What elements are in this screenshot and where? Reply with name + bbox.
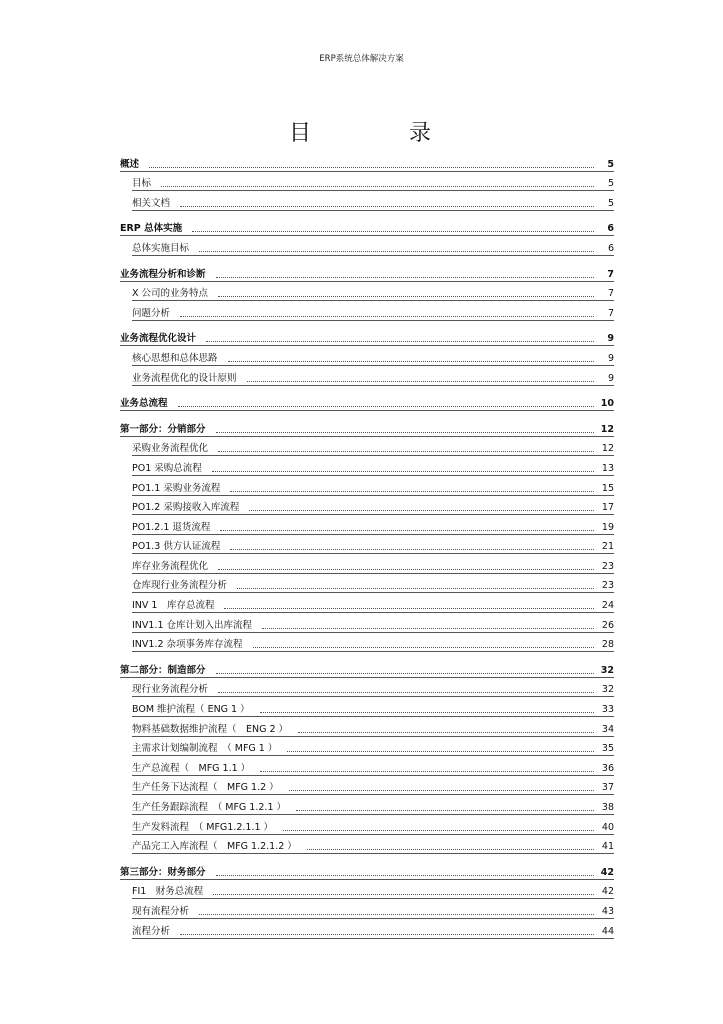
toc-page-number: 43 — [601, 905, 614, 917]
toc-leader-dots — [216, 431, 594, 433]
toc-page-number: 24 — [601, 600, 614, 612]
toc-leader-dots — [218, 295, 594, 297]
toc-leader-dots — [249, 509, 594, 511]
toc-subsection-entry[interactable] — [132, 737, 614, 757]
toc-page-number: 13 — [601, 462, 614, 474]
toc-subsection-entry[interactable] — [132, 919, 614, 939]
toc-leader-dots — [178, 405, 594, 407]
toc-subsection-entry[interactable] — [132, 593, 614, 613]
toc-entry-title: 生产总流程（ MFG 1.1 ） — [132, 762, 251, 774]
toc-section-entry[interactable] — [120, 658, 614, 678]
toc-leader-dots — [218, 450, 594, 452]
toc-leader-dots — [212, 470, 594, 472]
toc-page-number: 32 — [601, 684, 614, 696]
toc-subsection-entry[interactable] — [132, 554, 614, 574]
toc-page-number: 40 — [601, 821, 614, 833]
toc-leader-dots — [289, 789, 594, 791]
toc-leader-dots — [253, 646, 594, 648]
toc-leader-dots — [287, 750, 594, 752]
toc-leader-dots — [199, 250, 594, 252]
toc-subsection-entry[interactable] — [132, 535, 614, 555]
toc-entry-title: 业务流程分析和诊断 — [120, 268, 206, 280]
toc-page-number: 5 — [607, 178, 614, 190]
toc-page-number: 42 — [600, 866, 614, 878]
toc-leader-dots — [218, 568, 594, 570]
toc-subsection-entry[interactable] — [132, 899, 614, 919]
toc-entry-title: X 公司的业务特点 — [132, 288, 209, 300]
toc-subsection-entry[interactable] — [132, 815, 614, 835]
toc-entry-title: 第一部分：分销部分 — [120, 423, 206, 435]
toc-page-number: 6 — [607, 223, 614, 235]
toc-entry-title: 流程分析 — [132, 925, 171, 937]
toc-section-entry[interactable] — [120, 860, 614, 880]
toc-entry-title: 业务流程优化设计 — [120, 333, 197, 345]
toc-section-entry[interactable] — [120, 392, 614, 412]
toc-subsection-entry[interactable] — [132, 776, 614, 796]
toc-entry-title: FI1 财务总流程 — [132, 886, 204, 898]
title-char-2: 录 — [409, 121, 432, 146]
toc-page-number: 12 — [601, 443, 614, 455]
toc-subsection-entry[interactable] — [132, 301, 614, 321]
table-of-contents — [120, 152, 614, 939]
toc-entry-title: 仓库现行业务流程分析 — [132, 580, 228, 592]
toc-subsection-entry[interactable] — [132, 172, 614, 192]
toc-entry-title: 产品完工入库流程（ MFG 1.2.1.2 ） — [132, 841, 297, 853]
toc-subsection-entry[interactable] — [132, 476, 614, 496]
toc-leader-dots — [237, 587, 594, 589]
toc-page-number: 23 — [601, 580, 614, 592]
toc-page-number: 7 — [607, 288, 614, 300]
toc-entry-title: 物料基础数据维护流程（ ENG 2 ） — [132, 723, 289, 735]
toc-leader-dots — [218, 691, 594, 693]
toc-page-number: 23 — [601, 560, 614, 572]
toc-entry-title: 相关文档 — [132, 197, 171, 209]
toc-entry-title: BOM 维护流程（ ENG 1 ） — [132, 704, 250, 716]
toc-entry-title: 生产任务下达流程（ MFG 1.2 ） — [132, 782, 279, 794]
toc-entry-title: PO1.1 采购业务流程 — [132, 482, 221, 494]
toc-entry-title: 概述 — [120, 158, 140, 170]
toc-entry-title: 核心思想和总体思路 — [132, 352, 218, 364]
toc-leader-dots — [247, 380, 594, 382]
page-title — [0, 116, 723, 146]
toc-entry-title: 生产任务跟踪流程 （ MFG 1.2.1 ） — [132, 802, 287, 813]
toc-leader-dots — [298, 731, 594, 733]
toc-entry-title: PO1 采购总流程 — [132, 462, 202, 474]
toc-page-number: 21 — [601, 541, 614, 553]
toc-entry-title: 采购业务流程优化 — [132, 443, 209, 455]
toc-leader-dots — [262, 627, 594, 629]
toc-leader-dots — [199, 913, 594, 915]
toc-subsection-entry[interactable] — [132, 282, 614, 302]
toc-page-number: 38 — [601, 802, 614, 813]
toc-subsection-entry[interactable] — [132, 496, 614, 516]
toc-leader-dots — [161, 185, 594, 187]
toc-page-number: 19 — [601, 521, 614, 533]
toc-subsection-entry[interactable] — [132, 515, 614, 535]
toc-leader-dots — [216, 276, 594, 278]
toc-subsection-entry[interactable] — [132, 795, 614, 815]
toc-leader-dots — [220, 529, 594, 531]
toc-subsection-entry[interactable] — [132, 756, 614, 776]
toc-leader-dots — [307, 848, 594, 850]
toc-entry-title: 第三部分：财务部分 — [120, 866, 206, 878]
toc-entry-title: 业务流程优化的设计原则 — [132, 372, 237, 384]
title-char-1: 目 — [289, 121, 312, 146]
toc-subsection-entry[interactable] — [132, 678, 614, 698]
toc-entry-title: PO1.2 采购接收入库流程 — [132, 502, 240, 514]
toc-entry-title: 现有流程分析 — [132, 905, 190, 917]
toc-entry-title: 库存业务流程优化 — [132, 560, 209, 572]
toc-subsection-entry[interactable] — [132, 191, 614, 211]
toc-section-entry[interactable] — [120, 152, 614, 172]
toc-leader-dots — [180, 933, 594, 935]
toc-page-number: 17 — [601, 502, 614, 514]
toc-subsection-entry[interactable] — [132, 574, 614, 594]
toc-section-entry[interactable] — [120, 262, 614, 282]
toc-entry-title: 现行业务流程分析 — [132, 684, 209, 696]
toc-page-number: 9 — [607, 352, 614, 364]
toc-leader-dots — [213, 893, 594, 895]
toc-page-number: 26 — [601, 619, 614, 631]
toc-page-number: 7 — [607, 268, 614, 280]
toc-leader-dots — [224, 607, 594, 609]
toc-page-number: 5 — [607, 197, 614, 209]
toc-page-number: 10 — [600, 398, 614, 410]
toc-subsection-entry[interactable] — [132, 697, 614, 717]
toc-page-number: 9 — [607, 333, 614, 345]
toc-leader-dots — [230, 548, 594, 550]
toc-leader-dots — [230, 490, 594, 492]
toc-page-number: 28 — [601, 639, 614, 651]
toc-leader-dots — [260, 711, 594, 713]
toc-page-number: 37 — [601, 782, 614, 794]
toc-leader-dots — [216, 672, 594, 674]
toc-page-number: 36 — [601, 762, 614, 774]
toc-page-number: 7 — [607, 307, 614, 319]
toc-page-number: 42 — [601, 886, 614, 898]
toc-subsection-entry[interactable] — [132, 346, 614, 366]
toc-entry-title: 主需求计划编制流程 （ MFG 1 ） — [132, 743, 278, 755]
toc-subsection-entry[interactable] — [132, 366, 614, 386]
toc-entry-title: PO1.3 供方认证流程 — [132, 541, 221, 553]
toc-page-number: 34 — [601, 723, 614, 735]
toc-leader-dots — [260, 770, 594, 772]
toc-page-number: 12 — [600, 423, 614, 435]
toc-entry-title: 业务总流程 — [120, 398, 168, 410]
toc-section-entry[interactable] — [120, 327, 614, 347]
toc-entry-title: PO1.2.1 退货流程 — [132, 521, 211, 533]
toc-subsection-entry[interactable] — [132, 717, 614, 737]
toc-page-number: 32 — [600, 664, 614, 676]
toc-subsection-entry[interactable] — [132, 437, 614, 457]
toc-entry-title: 生产发料流程 （ MFG1.2.1.1 ） — [132, 821, 274, 833]
toc-page-number: 5 — [607, 158, 614, 170]
toc-entry-title: ERP 总体实施 — [120, 223, 183, 235]
toc-leader-dots — [283, 829, 594, 831]
toc-subsection-entry[interactable] — [132, 613, 614, 633]
toc-entry-title: INV1.2 杂项事务库存流程 — [132, 639, 243, 651]
toc-page-number: 44 — [601, 925, 614, 937]
toc-leader-dots — [206, 340, 594, 342]
toc-entry-title: 总体实施目标 — [132, 242, 190, 254]
toc-leader-dots — [180, 205, 594, 207]
toc-subsection-entry[interactable] — [132, 880, 614, 900]
toc-page-number: 41 — [601, 841, 614, 853]
toc-subsection-entry[interactable] — [132, 835, 614, 855]
toc-entry-title: INV1.1 仓库计划入出库流程 — [132, 619, 253, 631]
toc-leader-dots — [296, 809, 594, 811]
toc-page-number: 35 — [601, 743, 614, 755]
toc-entry-title: 第二部分：制造部分 — [120, 664, 206, 676]
toc-subsection-entry[interactable] — [132, 236, 614, 256]
toc-subsection-entry[interactable] — [132, 633, 614, 653]
toc-page-number: 33 — [601, 704, 614, 716]
toc-leader-dots — [216, 874, 594, 876]
toc-leader-dots — [228, 360, 594, 362]
toc-entry-title: 问题分析 — [132, 307, 171, 319]
toc-leader-dots — [192, 230, 594, 232]
toc-leader-dots — [180, 315, 594, 317]
toc-page-number: 9 — [607, 372, 614, 384]
toc-entry-title: 目标 — [132, 178, 152, 190]
toc-leader-dots — [149, 166, 594, 168]
toc-section-entry[interactable] — [120, 417, 614, 437]
toc-section-entry[interactable] — [120, 217, 614, 237]
toc-page-number: 6 — [607, 242, 614, 254]
running-header: ERP系统总体解决方案 — [319, 54, 404, 64]
toc-entry-title: INV 1 库存总流程 — [132, 600, 215, 612]
toc-subsection-entry[interactable] — [132, 456, 614, 476]
toc-page-number: 15 — [601, 482, 614, 494]
